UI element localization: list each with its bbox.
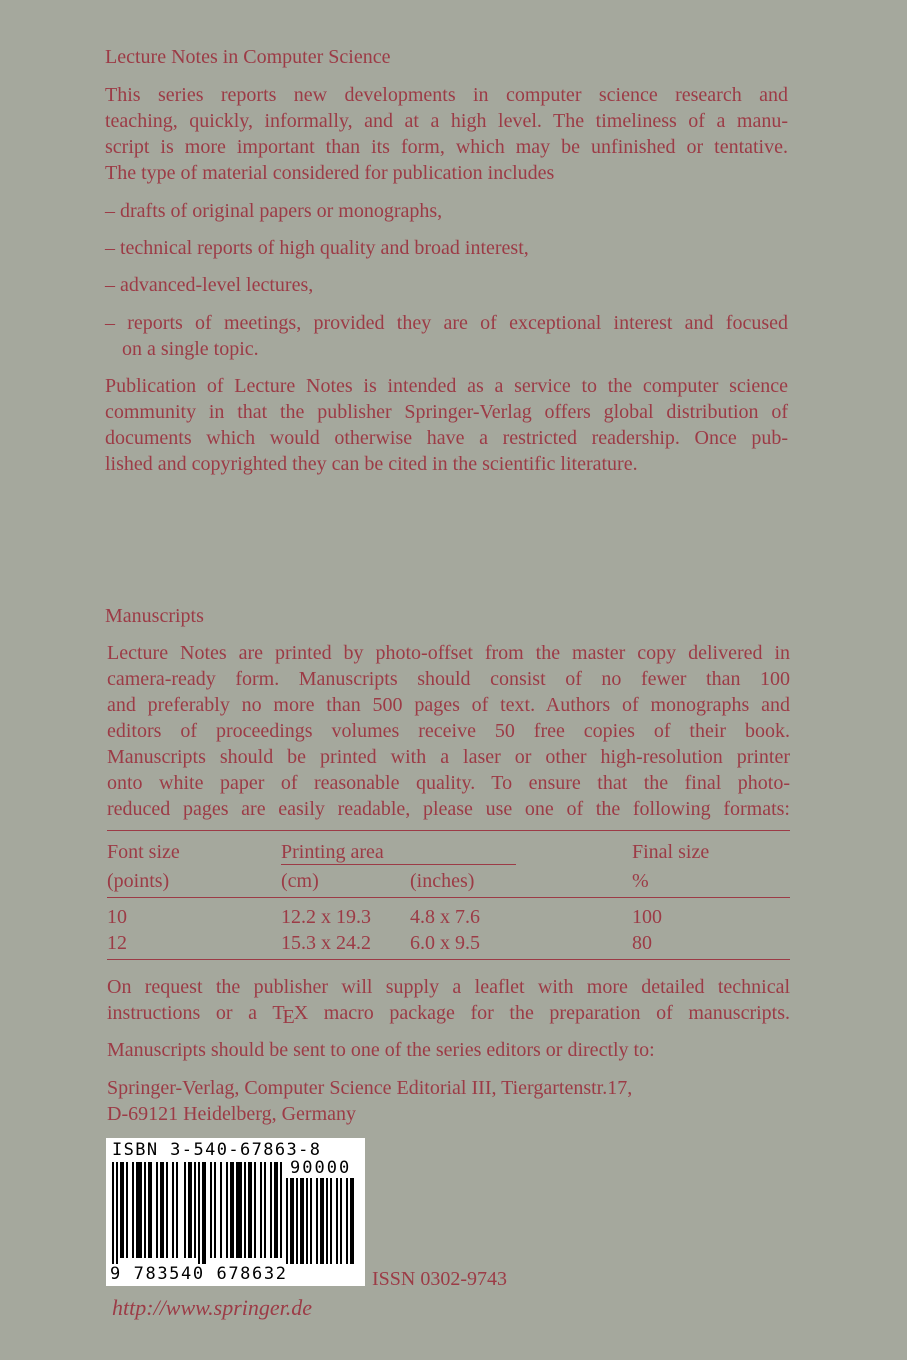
manuscripts-line: and preferably no more than 500 pages of text. Authors of monographs and (107, 694, 790, 716)
ean-digits: 9 783540 678632 (110, 1264, 288, 1284)
header-final-size: Final size (632, 841, 710, 863)
manuscripts-line: Manuscripts should be printed with a laser or other high-resolution printer (107, 746, 790, 768)
table-bottom-rule (107, 959, 790, 960)
tex-x: X (293, 1002, 309, 1024)
request-text-a: instructions or a (107, 1002, 273, 1024)
intro-line: This series reports new developments in computer science research and (105, 84, 788, 106)
ean-barcode-bars (112, 1162, 282, 1264)
intro-line: teaching, quickly, informally, and at a high level. The timeliness of a manu- (105, 110, 788, 132)
address-line: D-69121 Heidelberg, Germany (107, 1103, 357, 1125)
publication-line: documents which would otherwise have a restricted readership. Once pub- (105, 427, 788, 449)
table-top-rule (107, 830, 790, 831)
manuscripts-paragraph (107, 640, 790, 822)
publisher-url: http://www.springer.de (112, 1295, 313, 1320)
bullet-item: – reports of meetings, provided they are of exceptional interest and focused (105, 312, 788, 334)
isbn-text: ISBN 3-540-67863-8 (112, 1140, 322, 1160)
manuscripts-title: Manuscripts (105, 605, 204, 627)
series-title: Lecture Notes in Computer Science (105, 46, 391, 68)
bullet-item: – advanced-level lectures, (105, 274, 314, 296)
row-cm: 12.2 x 19.3 (281, 906, 371, 928)
request-paragraph (107, 974, 790, 1026)
row-font: 10 (107, 906, 127, 928)
manuscripts-line: onto white paper of reasonable quality. To ensure that the final photo- (107, 772, 790, 794)
addon-barcode-bars (286, 1178, 360, 1264)
issn: ISSN 0302-9743 (372, 1268, 508, 1290)
manuscripts-line: camera-ready form. Manuscripts should consist of no fewer than 100 (107, 668, 790, 690)
publication-paragraph (105, 373, 788, 477)
bullet-item: – drafts of original papers or monographs, (105, 200, 443, 222)
row-inches: 4.8 x 7.6 (410, 906, 480, 928)
row-final: 80 (632, 932, 652, 954)
bullet-item: – technical reports of high quality and broad interest, (105, 237, 529, 259)
row-cm: 15.3 x 24.2 (281, 932, 371, 954)
publication-line: Publication of Lecture Notes is intended as a service to the computer science (105, 375, 788, 397)
header-cm: (cm) (281, 870, 319, 892)
publication-line: community in that the publisher Springer-Verlag offers global distribution of (105, 401, 788, 423)
header-font-size: Font size (107, 841, 180, 863)
header-font-unit: (points) (107, 870, 170, 892)
tex-t: T (272, 1002, 285, 1024)
row-final: 100 (632, 906, 662, 928)
tex-logo (272, 1002, 309, 1028)
row-font: 12 (107, 932, 127, 954)
manuscripts-line: reduced pages are easily readable, please use one of the following formats: (107, 798, 790, 820)
series-intro (105, 82, 788, 186)
manuscripts-line: Lecture Notes are printed by photo-offset from the master copy delivered in (107, 642, 790, 664)
intro-line: script is more important than its form, which may be unfinished or tentative. (105, 136, 788, 158)
price-code: 90000 (290, 1158, 352, 1178)
header-final-unit: % (632, 870, 649, 892)
isbn-barcode (106, 1138, 365, 1286)
request-line-tex (107, 1000, 790, 1026)
intro-line: The type of material considered for publication includes (105, 162, 555, 184)
table-mid-rule (107, 897, 790, 898)
row-inches: 6.0 x 9.5 (410, 932, 480, 954)
printing-area-rule (281, 864, 516, 865)
send-line: Manuscripts should be sent to one of the series editors or directly to: (107, 1039, 655, 1061)
header-printing-area: Printing area (281, 841, 384, 863)
publication-line: lished and copyrighted they can be cited in the scientific literature. (105, 453, 638, 475)
bullet-item-continuation: on a single topic. (122, 338, 259, 360)
request-line: On request the publisher will supply a leaflet with more detailed technical (107, 976, 790, 998)
header-inches: (inches) (410, 870, 475, 892)
tex-e: E (282, 1006, 295, 1028)
request-text-b: macro package for the preparation of manuscripts. (308, 1002, 790, 1024)
manuscripts-line: editors of proceedings volumes receive 50 free copies of their book. (107, 720, 790, 742)
address-line: Springer-Verlag, Computer Science Editorial III, Tiergartenstr.17, (107, 1077, 633, 1099)
